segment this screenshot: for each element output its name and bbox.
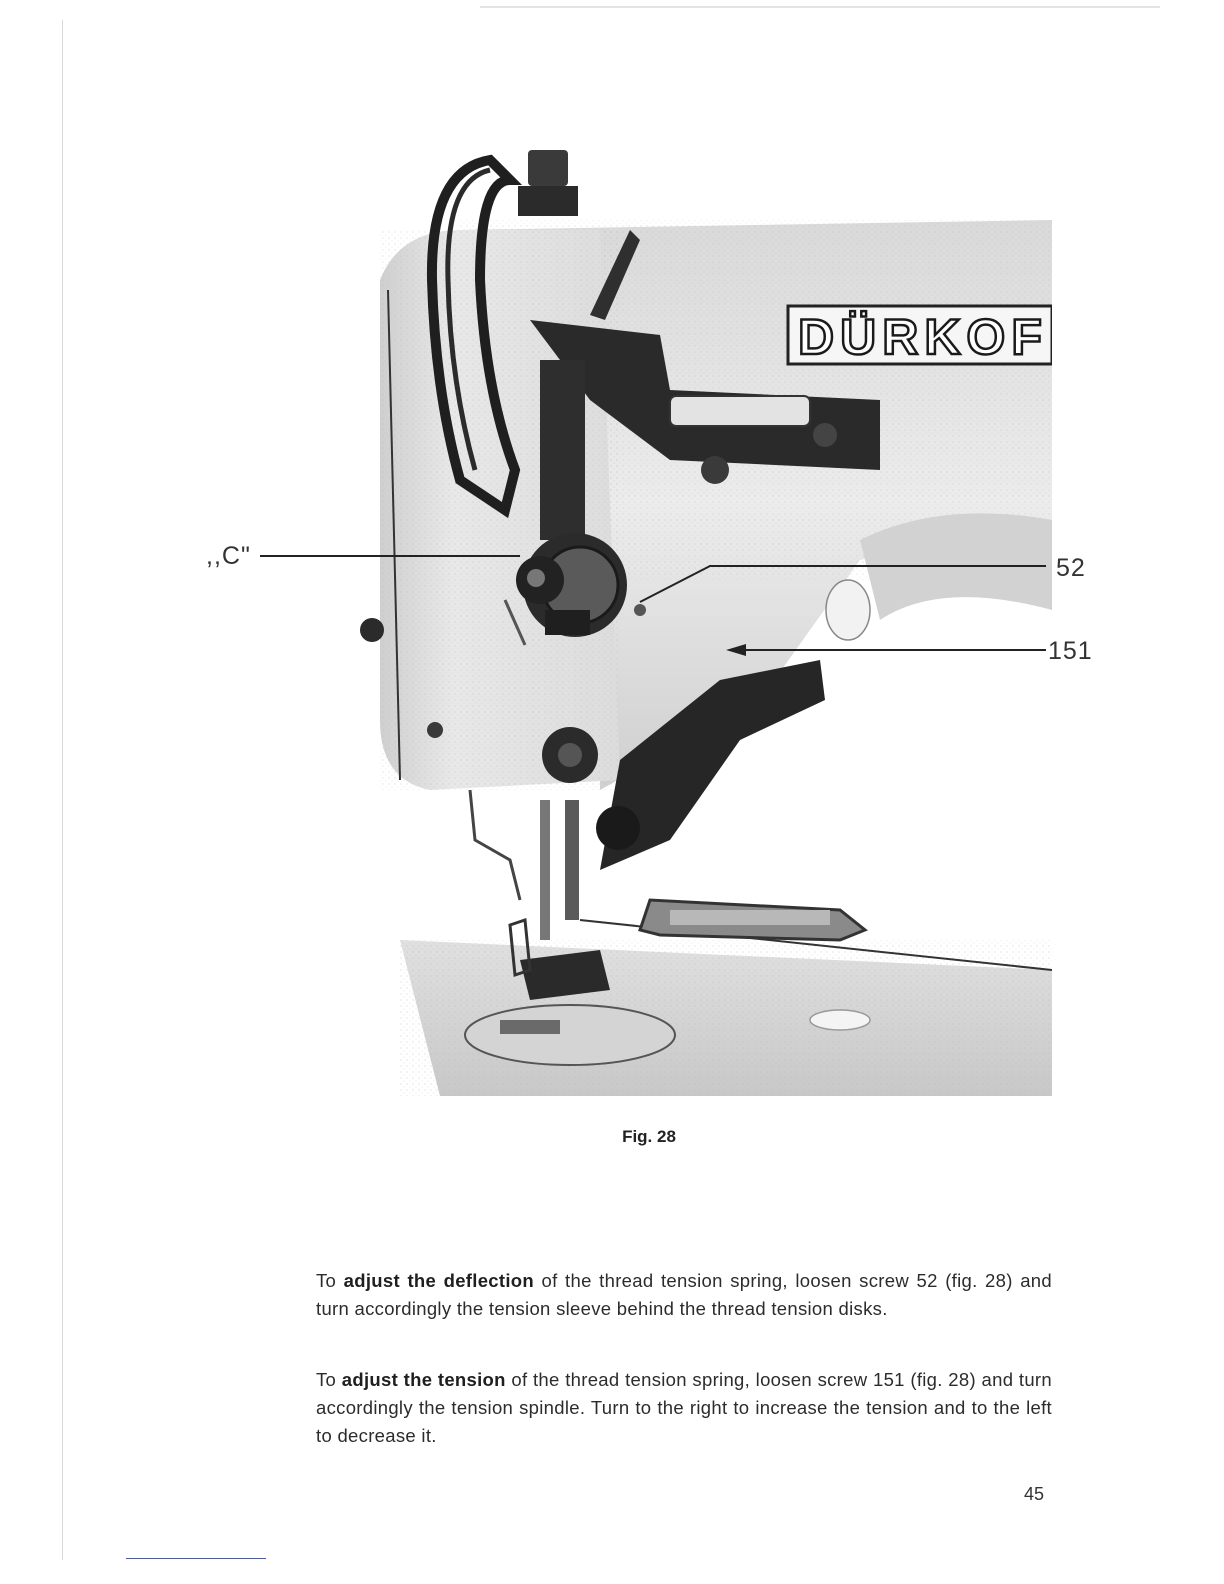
arm-oval-port: [826, 580, 870, 640]
paragraph-deflection-bold: adjust the deflection: [343, 1270, 534, 1291]
rod-screw: [813, 423, 837, 447]
head-knob-center: [558, 743, 582, 767]
callout-151: 151: [1048, 637, 1093, 665]
tension-base: [545, 610, 590, 635]
rod-nut: [701, 456, 729, 484]
head-screw-left: [360, 618, 384, 642]
brand-text: DÜRKOF: [798, 309, 1048, 365]
lever-rod: [670, 396, 810, 426]
page-edge-top: [480, 6, 1160, 8]
thread-guide-wire: [470, 790, 520, 900]
page-number: 45: [1024, 1484, 1045, 1504]
page-edge-left: [62, 20, 63, 1560]
paragraph-deflection-pre: To: [316, 1270, 344, 1291]
handle-grip: [670, 910, 830, 925]
paragraph-tension-bold: adjust the tension: [341, 1369, 506, 1390]
figure-caption: Fig. 28: [622, 1127, 676, 1146]
feed-dog-slots: [500, 1020, 560, 1034]
tension-nut-center: [527, 569, 545, 587]
sewing-machine-photo: [340, 140, 1052, 1096]
needle-plate: [465, 1005, 675, 1065]
top-knurled-knob: [528, 150, 568, 186]
paragraph-tension: [316, 1366, 1052, 1450]
paragraph-deflection: [316, 1267, 1052, 1323]
head-screw-lower: [427, 722, 443, 738]
screw-52: [634, 604, 646, 616]
callout-c: ,,C": [206, 542, 251, 570]
paragraph-deflection-post: of the thread tension spring, loosen screw 52 (fig. 28) and turn accordingly the tension sleeve behind the thread tension disks.: [316, 1270, 1052, 1319]
tension-arm: [540, 360, 585, 540]
top-knob-base: [518, 186, 578, 216]
callout-52: 52: [1056, 554, 1086, 582]
lifter-pin: [596, 806, 640, 850]
presser-bar: [565, 800, 579, 920]
needle-bar: [540, 800, 550, 940]
bed-hole: [810, 1010, 870, 1030]
arm-underside: [860, 513, 1052, 620]
paragraph-tension-post: of the thread tension spring, loosen screw 151 (fig. 28) and turn accordingly the tension spindle. Turn to the right to increase the tension and to the left to decrease it.: [316, 1369, 1052, 1446]
paragraph-tension-pre: To: [316, 1369, 342, 1390]
bottom-link-underline: [126, 1558, 266, 1559]
